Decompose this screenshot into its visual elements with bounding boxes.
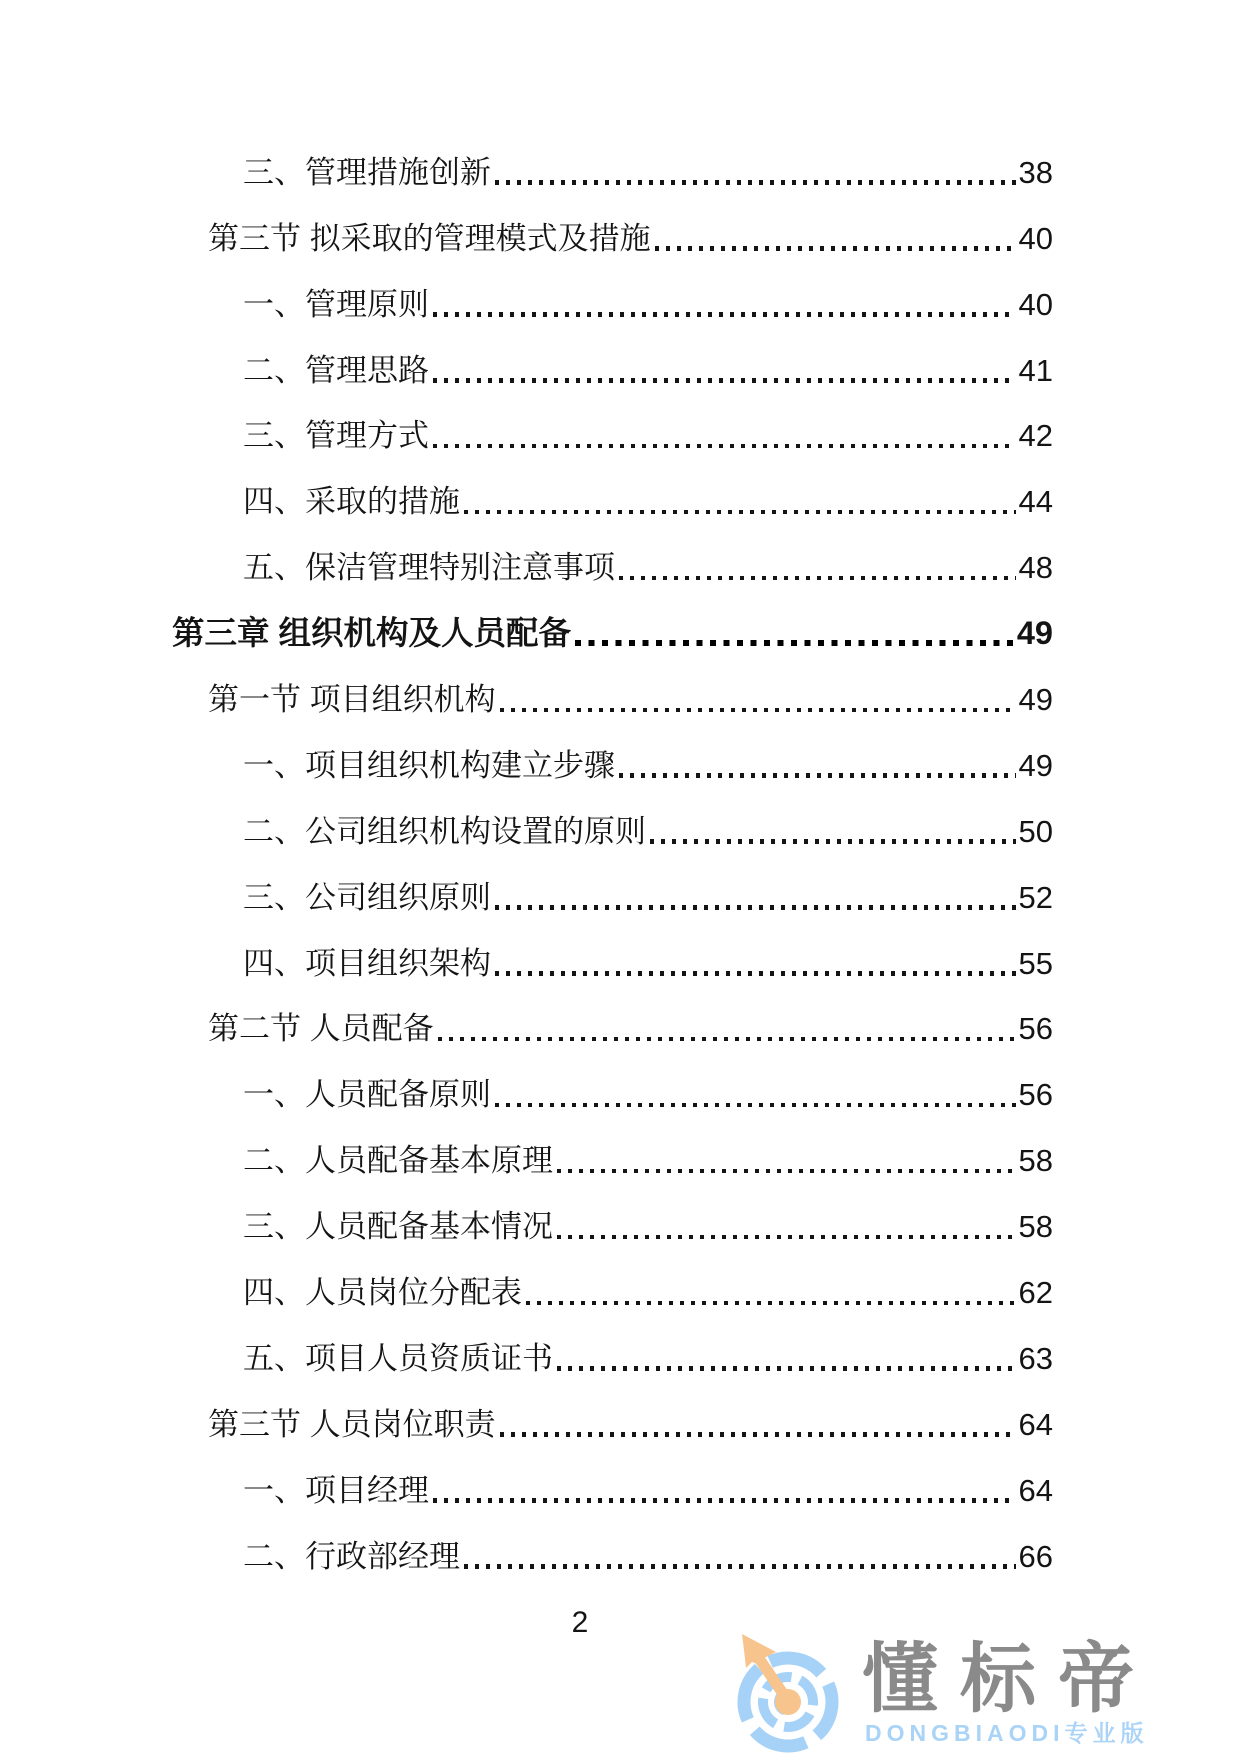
toc-leader-dots xyxy=(619,773,1016,778)
toc-leader-dots xyxy=(495,180,1016,185)
toc-entry-page: 41 xyxy=(1018,352,1053,388)
toc-entry-page: 64 xyxy=(1018,1406,1053,1442)
toc-entry-label: 三、公司组织原则 xyxy=(243,879,491,915)
toc-entry-page: 48 xyxy=(1018,550,1053,586)
toc-entry-label: 二、行政部经理 xyxy=(243,1538,460,1574)
toc-leader-dots xyxy=(500,1432,1016,1437)
page-number: 2 xyxy=(571,1606,589,1639)
toc-entry-page: 42 xyxy=(1018,418,1053,454)
toc-entry-label: 一、人员配备原则 xyxy=(243,1077,491,1113)
toc-entry-page: 56 xyxy=(1018,1011,1053,1047)
watermark-brand-text: 懂标帝 xyxy=(862,1637,1156,1722)
toc-entry[interactable] xyxy=(172,1454,1053,1520)
toc-entry-label: 三、人员配备基本情况 xyxy=(243,1209,553,1245)
toc-entry-page: 40 xyxy=(1018,220,1053,256)
toc-entry-page: 63 xyxy=(1018,1340,1053,1376)
toc-entry-label: 四、采取的措施 xyxy=(243,484,460,520)
target-dart-icon xyxy=(724,1628,846,1754)
toc-entry-label: 二、公司组织机构设置的原则 xyxy=(243,813,646,849)
toc-leader-dots xyxy=(575,640,1014,646)
toc-entry[interactable] xyxy=(172,465,1053,531)
toc-entry-label: 第二节 人员配备 xyxy=(208,1011,434,1047)
toc-entry-label: 第三章 组织机构及人员配备 xyxy=(172,614,572,651)
watermark-logo xyxy=(724,1626,1241,1754)
toc-entry-label: 第三节 人员岗位职责 xyxy=(208,1406,496,1442)
toc-entry[interactable] xyxy=(172,1256,1053,1322)
toc-leader-dots xyxy=(619,576,1016,581)
toc-entry-page: 55 xyxy=(1018,945,1053,981)
toc-entry-label: 二、人员配备基本原理 xyxy=(243,1143,553,1179)
toc-entry[interactable] xyxy=(172,993,1053,1059)
toc-entry-page: 49 xyxy=(1018,747,1053,783)
toc-entry-label: 四、人员岗位分配表 xyxy=(243,1275,522,1311)
toc-entry[interactable] xyxy=(172,663,1053,729)
toc-entry-page: 56 xyxy=(1018,1077,1053,1113)
table-of-contents xyxy=(172,136,1053,1586)
toc-entry[interactable] xyxy=(172,1058,1053,1124)
toc-leader-dots xyxy=(650,839,1016,844)
toc-leader-dots xyxy=(557,1235,1016,1240)
toc-entry[interactable] xyxy=(172,729,1053,795)
toc-entry-page: 44 xyxy=(1018,484,1053,520)
toc-entry-label: 一、项目经理 xyxy=(243,1472,429,1508)
toc-leader-dots xyxy=(655,246,1016,251)
toc-leader-dots xyxy=(433,1498,1016,1503)
toc-entry-page: 58 xyxy=(1018,1209,1053,1245)
toc-leader-dots xyxy=(464,510,1016,515)
toc-entry-label: 五、保洁管理特别注意事项 xyxy=(243,550,615,586)
toc-entry[interactable] xyxy=(172,795,1053,861)
toc-entry-label: 三、管理方式 xyxy=(243,418,429,454)
toc-entry-page: 49 xyxy=(1016,614,1053,651)
toc-entry[interactable] xyxy=(172,531,1053,597)
toc-entry-page: 50 xyxy=(1018,813,1053,849)
toc-leader-dots xyxy=(495,905,1016,910)
toc-entry[interactable] xyxy=(172,927,1053,993)
toc-leader-dots xyxy=(433,312,1016,317)
toc-entry-label: 五、项目人员资质证书 xyxy=(243,1340,553,1376)
toc-entry[interactable] xyxy=(172,334,1053,400)
toc-entry-page: 58 xyxy=(1018,1143,1053,1179)
toc-entry-label: 第三节 拟采取的管理模式及措施 xyxy=(208,220,651,256)
toc-entry-page: 52 xyxy=(1018,879,1053,915)
toc-leader-dots xyxy=(557,1169,1016,1174)
toc-entry[interactable] xyxy=(172,1322,1053,1388)
toc-entry-page: 64 xyxy=(1018,1472,1053,1508)
toc-entry[interactable] xyxy=(172,597,1053,663)
toc-entry-page: 40 xyxy=(1018,286,1053,322)
toc-entry-label: 第一节 项目组织机构 xyxy=(208,682,496,718)
toc-leader-dots xyxy=(438,1037,1016,1042)
toc-entry[interactable] xyxy=(172,1388,1053,1454)
toc-leader-dots xyxy=(526,1301,1016,1306)
toc-leader-dots xyxy=(495,1103,1016,1108)
toc-leader-dots xyxy=(433,378,1016,383)
toc-entry-page: 62 xyxy=(1018,1275,1053,1311)
toc-entry[interactable] xyxy=(172,1520,1053,1586)
toc-entry[interactable] xyxy=(172,136,1053,202)
toc-entry[interactable] xyxy=(172,1124,1053,1190)
toc-entry-page: 38 xyxy=(1018,154,1053,190)
toc-entry-label: 一、管理原则 xyxy=(243,286,429,322)
toc-entry[interactable] xyxy=(172,1190,1053,1256)
toc-entry[interactable] xyxy=(172,400,1053,466)
toc-leader-dots xyxy=(464,1564,1016,1569)
watermark-subtitle-text: DONGBIAODI专业版 xyxy=(865,1720,1149,1746)
toc-leader-dots xyxy=(433,444,1016,449)
toc-leader-dots xyxy=(495,971,1016,976)
toc-entry[interactable] xyxy=(172,861,1053,927)
toc-entry[interactable] xyxy=(172,202,1053,268)
toc-entry-page: 49 xyxy=(1018,682,1053,718)
toc-entry-label: 四、项目组织架构 xyxy=(243,945,491,981)
toc-entry[interactable] xyxy=(172,268,1053,334)
toc-entry-label: 一、项目组织机构建立步骤 xyxy=(243,747,615,783)
toc-entry-label: 二、管理思路 xyxy=(243,352,429,388)
toc-leader-dots xyxy=(500,708,1016,713)
toc-entry-label: 三、管理措施创新 xyxy=(243,154,491,190)
toc-leader-dots xyxy=(557,1366,1016,1371)
toc-entry-page: 66 xyxy=(1018,1538,1053,1574)
